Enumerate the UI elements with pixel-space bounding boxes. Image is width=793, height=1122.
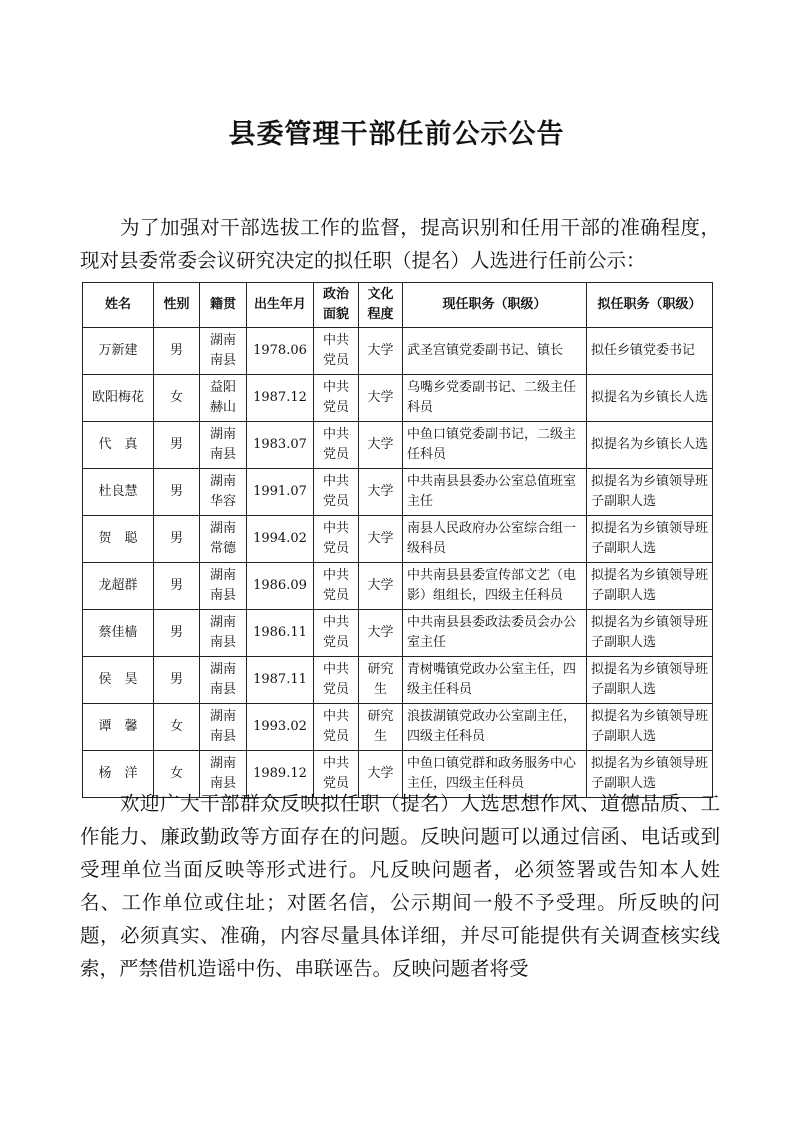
cell-proposed-position: 拟提名为乡镇领导班子副职人选 [587,469,713,516]
cell-current-position: 南县人民政府办公室综合组一级科员 [403,516,587,563]
cell-birth: 1986.09 [247,563,314,610]
cell-native-place: 湖南南县 [200,610,247,657]
cell-gender: 男 [154,657,200,704]
cell-current-position: 浪拔湖镇党政办公室副主任，四级主任科员 [403,704,587,751]
cell-education: 大学 [359,469,403,516]
cell-name: 欧阳梅花 [83,375,154,422]
cell-education: 研究生 [359,657,403,704]
header-proposed-position: 拟任职务（职级） [587,283,713,328]
cell-current-position: 中鱼口镇党委副书记，二级主任科员 [403,422,587,469]
header-name: 姓名 [83,283,154,328]
cell-proposed-position: 拟提名为乡镇领导班子副职人选 [587,657,713,704]
table-row [83,375,713,422]
header-political-status: 政治面貌 [314,283,359,328]
cell-gender: 男 [154,563,200,610]
cell-proposed-position: 拟提名为乡镇长人选 [587,422,713,469]
cell-gender: 女 [154,751,200,798]
cell-education: 大学 [359,375,403,422]
table-row [83,657,713,704]
cell-native-place: 益阳赫山 [200,375,247,422]
cell-current-position: 中共南县县委政法委员会办公室主任 [403,610,587,657]
cell-name: 谭 馨 [83,704,154,751]
cell-gender: 男 [154,422,200,469]
intro-paragraph: 为了加强对干部选拔工作的监督，提高识别和任用干部的准确程度，现对县委常委会议研究决定的拟任职（提名）人选进行任前公示： [80,216,720,272]
cell-proposed-position: 拟提名为乡镇领导班子副职人选 [587,563,713,610]
table-row [83,328,713,375]
cell-name: 贺 聪 [83,516,154,563]
cell-political-status: 中共党员 [314,469,359,516]
cell-political-status: 中共党员 [314,422,359,469]
cell-name: 杜良慧 [83,469,154,516]
cell-political-status: 中共党员 [314,751,359,798]
cell-birth: 1978.06 [247,328,314,375]
document-title: 县委管理干部任前公示公告 [228,119,565,150]
cell-native-place: 湖南南县 [200,328,247,375]
cell-native-place: 湖南南县 [200,563,247,610]
candidate-table [82,282,713,798]
cell-name: 龙超群 [83,563,154,610]
cell-proposed-position: 拟提名为乡镇领导班子副职人选 [587,751,713,798]
cell-current-position: 中共南县县委宣传部文艺（电影）组组长，四级主任科员 [403,563,587,610]
cell-political-status: 中共党员 [314,563,359,610]
cell-education: 研究生 [359,704,403,751]
cell-birth: 1989.12 [247,751,314,798]
cell-name: 杨 洋 [83,751,154,798]
cell-education: 大学 [359,563,403,610]
cell-current-position: 中共南县县委办公室总值班室主任 [403,469,587,516]
cell-education: 大学 [359,328,403,375]
cell-political-status: 中共党员 [314,657,359,704]
cell-birth: 1987.12 [247,375,314,422]
header-education: 文化程度 [359,283,403,328]
cell-political-status: 中共党员 [314,704,359,751]
cell-native-place: 湖南南县 [200,751,247,798]
cell-current-position: 青树嘴镇党政办公室主任，四级主任科员 [403,657,587,704]
cell-political-status: 中共党员 [314,375,359,422]
table-header-row [83,283,713,328]
table-row [83,469,713,516]
cell-native-place: 湖南华容 [200,469,247,516]
cell-current-position: 武圣宫镇党委副书记、镇长 [403,328,587,375]
body-paragraph: 欢迎广大干部群众反映拟任职（提名）人选思想作风、道德品质、工作能力、廉政勤政等方面存在的问题。反映问题可以通过信函、电话或到受理单位当面反映等形式进行。凡反映问题者，必须签署或告知本人姓名、工作单位或住址；对匿名信，公示期间一般不予受理。所反映的问题，必须真实、准确，内容尽量具体详细，并尽可能提供有关调查核实线索，严禁借机造谣中伤、串联诬告。反映问题者将受 [80,792,720,980]
cell-birth: 1986.11 [247,610,314,657]
cell-native-place: 湖南南县 [200,704,247,751]
cell-education: 大学 [359,422,403,469]
cell-current-position: 中鱼口镇党群和政务服务中心主任，四级主任科员 [403,751,587,798]
cell-political-status: 中共党员 [314,328,359,375]
table-row [83,516,713,563]
cell-birth: 1994.02 [247,516,314,563]
cell-name: 蔡佳樯 [83,610,154,657]
table-row [83,610,713,657]
cell-birth: 1983.07 [247,422,314,469]
cell-proposed-position: 拟提名为乡镇长人选 [587,375,713,422]
cell-native-place: 湖南南县 [200,657,247,704]
cell-proposed-position: 拟任乡镇党委书记 [587,328,713,375]
cell-political-status: 中共党员 [314,610,359,657]
cell-gender: 女 [154,375,200,422]
cell-gender: 男 [154,516,200,563]
cell-proposed-position: 拟提名为乡镇领导班子副职人选 [587,610,713,657]
cell-gender: 男 [154,328,200,375]
cell-birth: 1987.11 [247,657,314,704]
cell-birth: 1993.02 [247,704,314,751]
table-row [83,563,713,610]
cell-gender: 男 [154,610,200,657]
cell-name: 万新建 [83,328,154,375]
header-gender: 性别 [154,283,200,328]
cell-name: 侯 昊 [83,657,154,704]
cell-native-place: 湖南常德 [200,516,247,563]
cell-education: 大学 [359,516,403,563]
header-birth: 出生年月 [247,283,314,328]
header-native-place: 籍贯 [200,283,247,328]
header-current-position: 现任职务（职级） [403,283,587,328]
cell-education: 大学 [359,751,403,798]
cell-gender: 女 [154,704,200,751]
cell-native-place: 湖南南县 [200,422,247,469]
cell-education: 大学 [359,610,403,657]
cell-name: 代 真 [83,422,154,469]
cell-gender: 男 [154,469,200,516]
cell-political-status: 中共党员 [314,516,359,563]
cell-proposed-position: 拟提名为乡镇领导班子副职人选 [587,516,713,563]
cell-birth: 1991.07 [247,469,314,516]
cell-current-position: 乌嘴乡党委副书记、二级主任科员 [403,375,587,422]
table-row [83,704,713,751]
table-row [83,422,713,469]
cell-proposed-position: 拟提名为乡镇领导班子副职人选 [587,704,713,751]
